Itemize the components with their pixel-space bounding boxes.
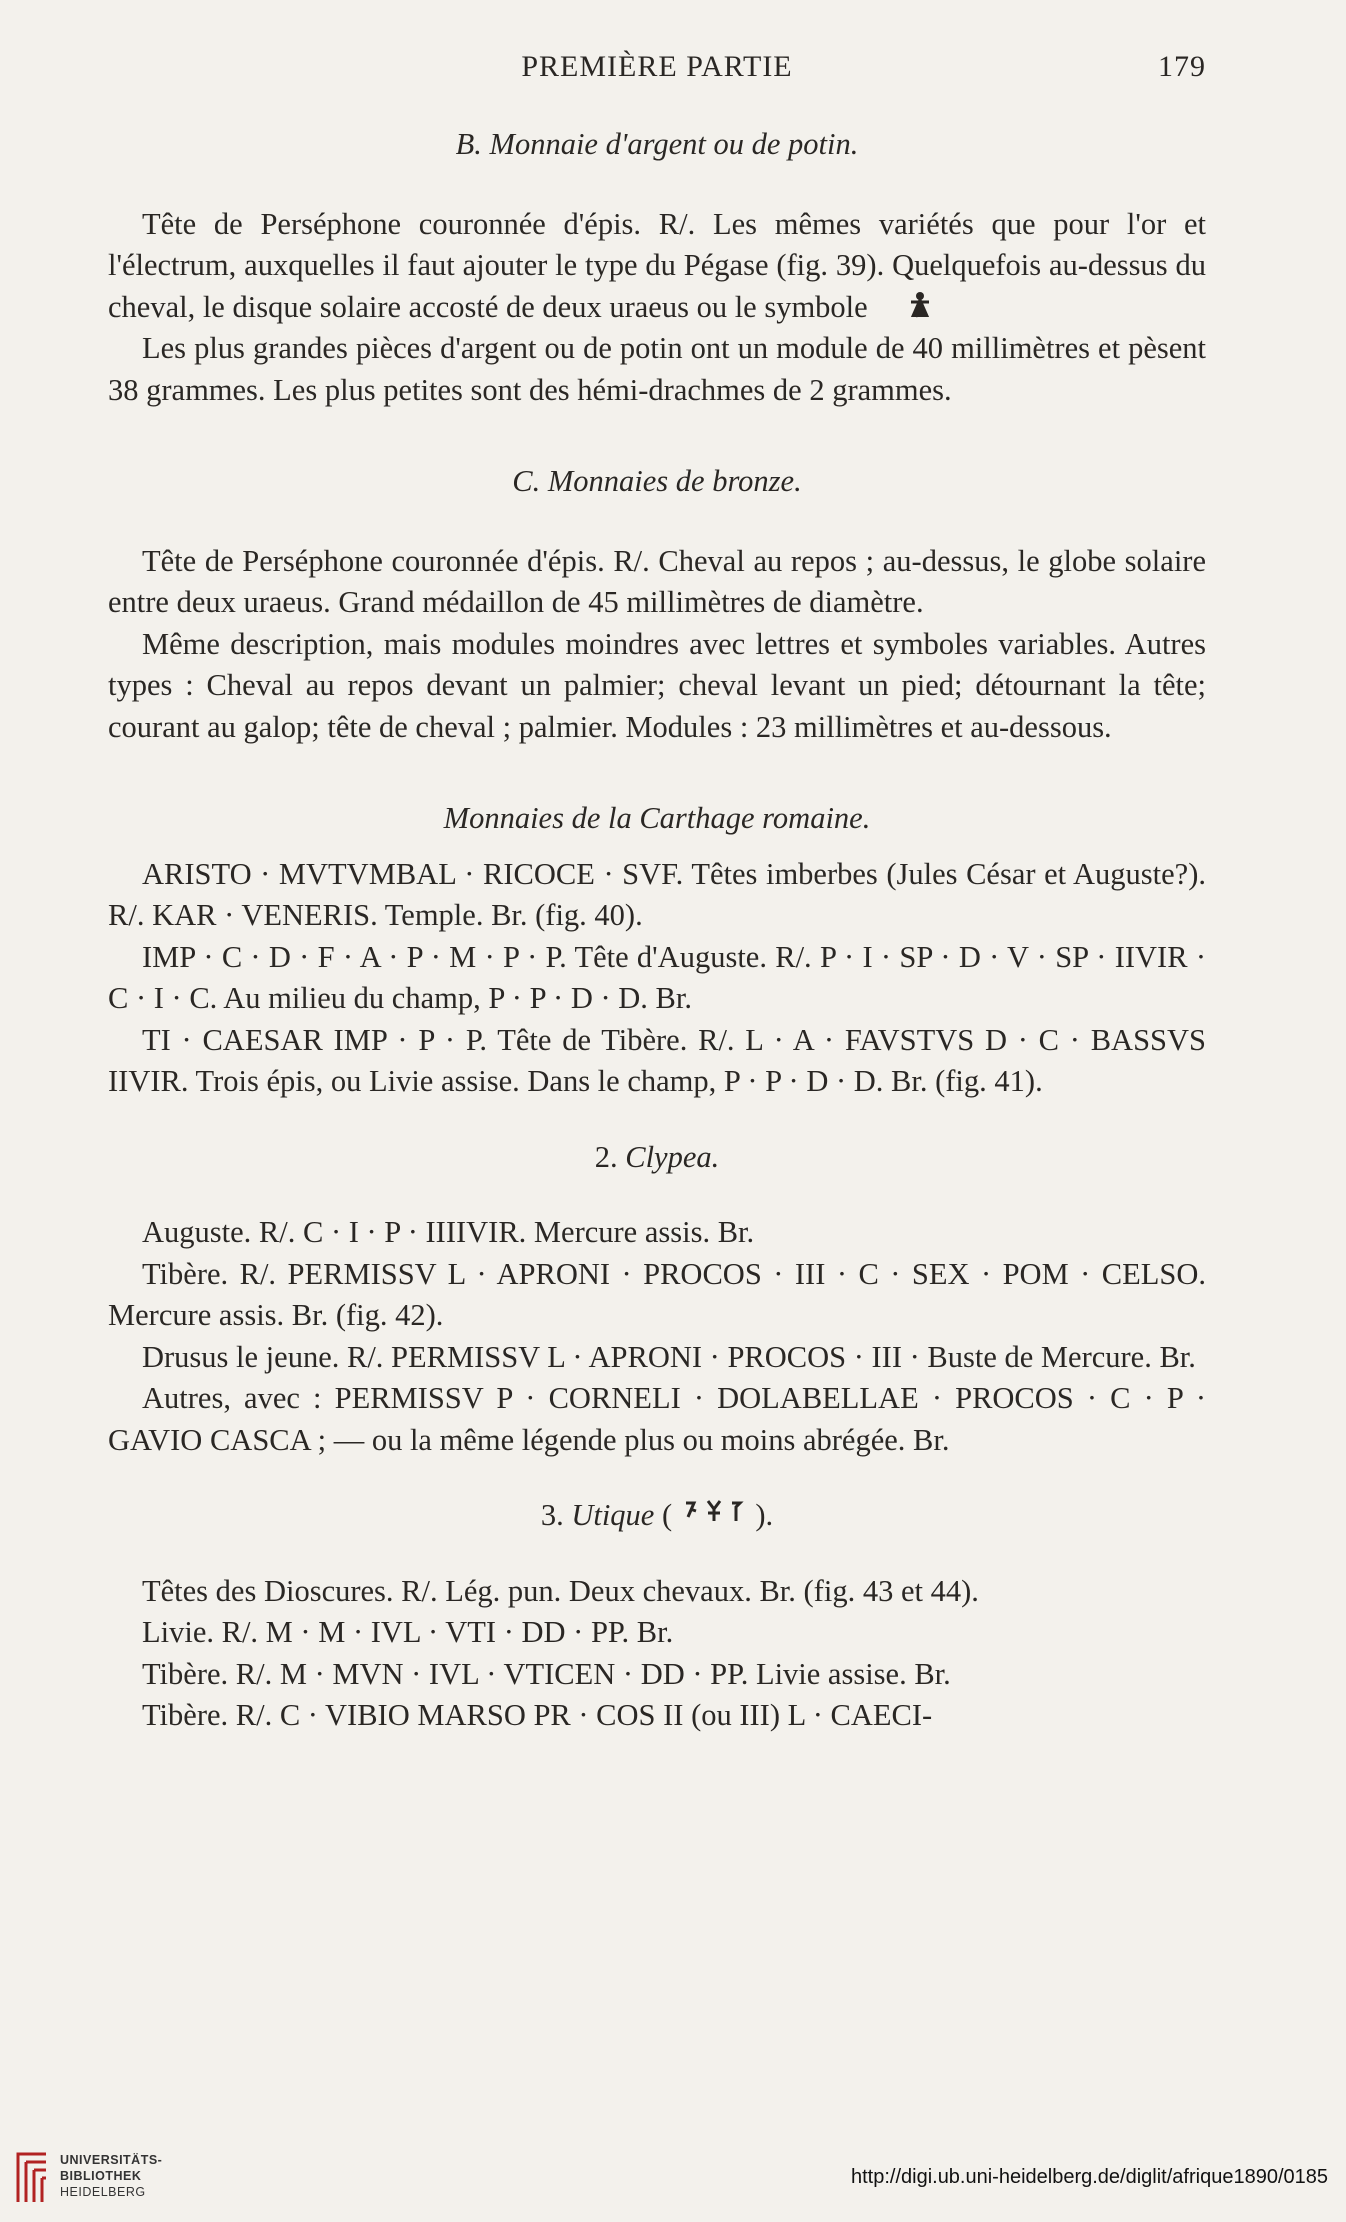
paragraph: Tête de Perséphone couronnée d'épis. R/. Cheval au repos ; au-dessus, le globe solaire entre deux uraeus. Grand médaillon de 45 millimètres de diamètre. bbox=[108, 543, 1206, 619]
library-name-line: BIBLIOTHEK bbox=[60, 2169, 142, 2183]
paragraph: Drusus le jeune. R/. PERMISSV L · APRONI · PROCOS · III · Buste de Mercure. Br. bbox=[142, 1339, 1196, 1374]
section-c-heading: C. Monnaies de bronze. bbox=[512, 464, 802, 498]
clypea-heading bbox=[108, 1137, 1206, 1179]
paragraph: Têtes des Dioscures. R/. Lég. pun. Deux chevaux. Br. (fig. 43 et 44). bbox=[142, 1573, 979, 1608]
paragraph: Même description, mais modules moindres avec lettres et symboles variables. Autres types : Cheval au repos devant un palmier; cheval levant un pied; détournant la tête; courant au galop; tête de cheval ; palmier. Modules : 23 millimètres et au-dessous. bbox=[108, 626, 1206, 744]
paragraph-text: . bbox=[912, 289, 921, 324]
symbol-of-tanit-icon bbox=[875, 287, 905, 329]
section-number: 3. bbox=[540, 1498, 564, 1532]
paragraph: Livie. R/. M · M · IVL · VTI · DD · PP. Br. bbox=[142, 1615, 674, 1649]
section-title: Clypea. bbox=[625, 1139, 720, 1174]
paragraph: ARISTO · MVTVMBAL · RICOCE · SVF. Têtes imberbes (Jules César et Auguste?). R/. KAR · VENERIS. Temple. Br. (fig. 40). bbox=[108, 856, 1206, 932]
paragraph-text: Tête de Perséphone couronnée d'épis. R/. Les mêmes variétés que pour l'or et l'électrum, auxquelles il faut ajouter le type du Pégase (fig. 39). Quelquefois au-dessus du cheval, le disque solaire accosté de deux uraeus ou le symbole bbox=[108, 206, 1206, 324]
paren-open: ( bbox=[661, 1498, 673, 1532]
section-title: Utique bbox=[571, 1498, 655, 1532]
paragraph bbox=[108, 204, 1206, 329]
paragraph: Auguste. R/. C · I · P · IIIIVIR. Mercure assis. Br. bbox=[142, 1215, 755, 1249]
paragraph: Les plus grandes pièces d'argent ou de potin ont un module de 40 millimètres et pèsent 38 grammes. Les plus petites sont des hémi-drachmes de 2 grammes. bbox=[108, 331, 1206, 407]
paragraph: Tibère. R/. C · VIBIO MARSO PR · COS II (ou III) L · CAECI- bbox=[142, 1698, 933, 1732]
section-b-heading: B. Monnaie d'argent ou de potin. bbox=[455, 127, 859, 161]
source-url-link[interactable]: http://digi.ub.uni-heidelberg.de/diglit/afrique1890/0185 bbox=[850, 2166, 1328, 2188]
paragraph: Autres, avec : PERMISSV P · CORNELI · DOLABELLAE · PROCOS · C · P · GAVIO CASCA ; — ou la même légende plus ou moins abrégée. Br. bbox=[108, 1381, 1206, 1457]
paragraph: TI · CAESAR IMP · P · P. Tête de Tibère. R/. L · A · FAVSTVS D · C · BASSVS IIVIR. Trois épis, ou Livie assise. Dans le champ, P · P · D · D. Br. (fig. 41). bbox=[108, 1022, 1206, 1098]
section-number: 2. bbox=[594, 1139, 618, 1174]
library-name-line: UNIVERSITÄTS- bbox=[60, 2153, 163, 2167]
running-title: PREMIÈRE PARTIE bbox=[521, 50, 793, 83]
paren-close: ). bbox=[755, 1498, 774, 1532]
page-number: 179 bbox=[1158, 50, 1206, 83]
utique-heading bbox=[108, 1495, 1206, 1537]
library-name-line: HEIDELBERG bbox=[60, 2185, 146, 2199]
footer bbox=[0, 2136, 1346, 2222]
library-logo-icon[interactable] bbox=[12, 2150, 52, 2206]
paragraph: IMP · C · D · F · A · P · M · P · P. Tête d'Auguste. R/. P · I · SP · D · V · SP · IIVIR · C · I · C. Au milieu du champ, P · P · D · D. Br. bbox=[108, 939, 1206, 1015]
paragraph: Tibère. R/. PERMISSV L · APRONI · PROCOS · III · C · SEX · POM · CELSO. Mercure assis. Br. (fig. 42). bbox=[108, 1256, 1206, 1332]
punic-legend-icon bbox=[680, 1498, 756, 1532]
paragraph: Tibère. R/. M · MVN · IVL · VTICEN · DD · PP. Livie assise. Br. bbox=[142, 1656, 951, 1691]
library-name bbox=[60, 2152, 162, 2200]
roman-carthage-heading: Monnaies de la Carthage romaine. bbox=[443, 801, 871, 835]
body-text bbox=[108, 124, 1206, 1737]
running-head bbox=[108, 50, 1206, 94]
